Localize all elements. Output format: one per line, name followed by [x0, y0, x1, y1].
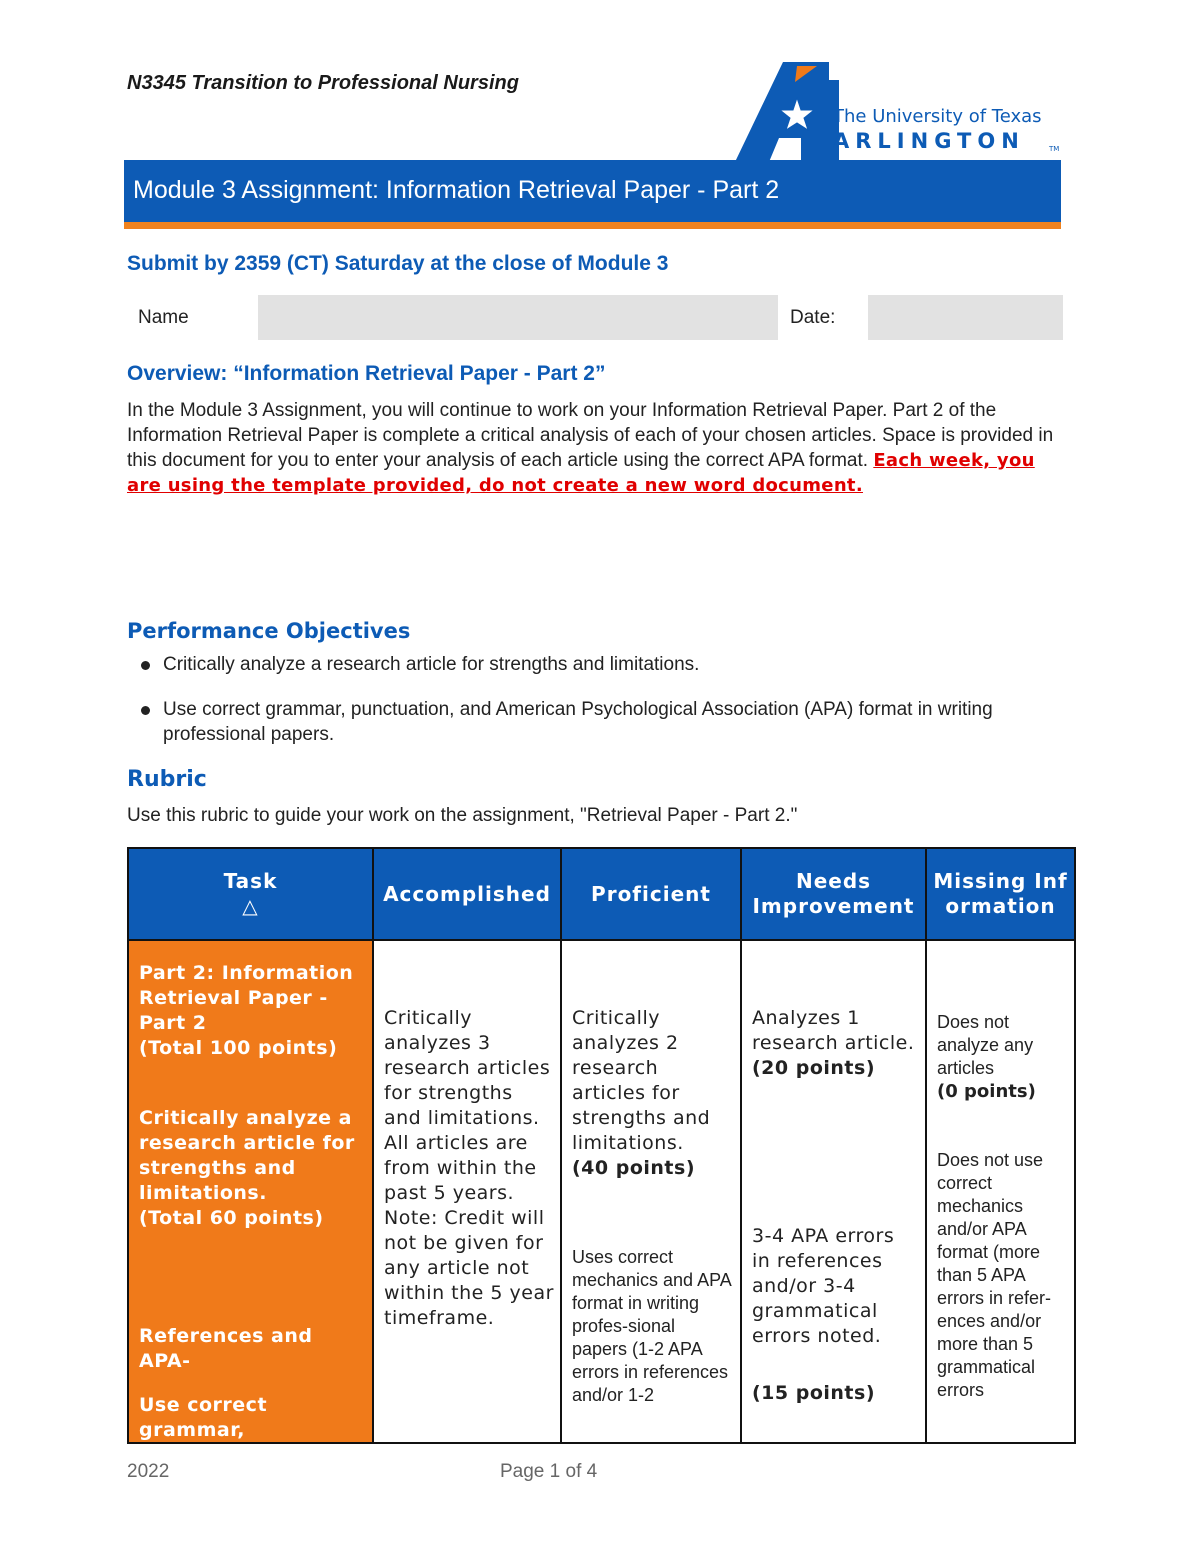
rubric-intro: Use this rubric to guide your work on the assignment, "Retrieval Paper - Part 2." — [127, 805, 798, 826]
missing-cell — [926, 940, 1075, 1443]
logo-line1: The University of Texas — [833, 106, 1042, 127]
overview-body-text: In the Module 3 Assignment, you will continue to work on your Information Retrieval Paper. Part 2 of the Information Retrieval Paper is complete a critical analysis of each of your chosen articles. Space is provided in this document for you to enter your analysis of each article using the correct APA format. — [127, 400, 1054, 471]
overview-paragraph — [127, 398, 1067, 498]
objective-item — [141, 697, 1061, 747]
rubric-heading: Rubric — [127, 767, 207, 792]
header-missing-information: Missing Information — [926, 848, 1075, 940]
university-logo — [735, 58, 1070, 168]
task-part-title: Part 2: Information Retrieval Paper - Part 2 — [139, 962, 354, 1034]
proficient-cell — [561, 940, 741, 1443]
header-needs-improvement: Needs Improvement — [741, 848, 926, 940]
task-cell — [128, 940, 373, 1443]
rubric-table — [127, 847, 1076, 1444]
missing-apa: Does not use correct mechanics and/or APA format (more than 5 APA errors in refer-ences and/or more than 5 grammatical errors — [937, 1150, 1052, 1400]
page-number: Page 1 of 4 — [500, 1461, 598, 1482]
objective-text: Use correct grammar, punctuation, and American Psychological Association (APA) format in writing professional papers. — [163, 699, 993, 745]
proficient-points1: (40 points) — [572, 1157, 696, 1179]
needs-points1: (20 points) — [752, 1057, 876, 1079]
header-proficient: Proficient — [561, 848, 741, 940]
banner-underline — [124, 222, 1061, 229]
footer-year: 2022 — [127, 1461, 170, 1482]
objectives-list — [141, 652, 1061, 767]
triangle-icon: △ — [242, 894, 259, 918]
name-label: Name — [138, 307, 189, 328]
course-title: N3345 Transition to Professional Nursing — [127, 72, 519, 94]
date-field[interactable] — [868, 295, 1063, 340]
proficient-apa: Uses correct mechanics and APA format in writing profes-sional papers (1-2 APA errors in references and/or 1-2 — [572, 1247, 731, 1405]
missing-text1: Does not analyze any articles — [937, 1012, 1034, 1078]
task-criterion1-text: Critically analyze a research article for strengths and limitations. — [139, 1107, 355, 1204]
needs-apa: 3-4 APA errors in references and/or 3-4 grammatical errors noted. — [752, 1225, 895, 1347]
table-row — [128, 940, 1075, 1443]
task-criterion-analysis — [139, 1106, 366, 1231]
template-warning: Each week, you are using the template provided, do not create a new word document. — [127, 450, 1035, 496]
accomplished-cell — [373, 940, 561, 1443]
header-task — [128, 848, 373, 940]
task-criterion-apa: References and APA- — [139, 1325, 313, 1372]
needs-points2: (15 points) — [752, 1382, 876, 1404]
logo-line2: ARLINGTON — [833, 129, 1025, 153]
submission-deadline: Submit by 2359 (CT) Saturday at the close of Module 3 — [127, 252, 669, 275]
bullet-icon — [141, 661, 150, 670]
task-criterion1-total: (Total 60 points) — [139, 1207, 324, 1229]
missing-analysis — [937, 1011, 1068, 1103]
overview-heading: Overview: “Information Retrieval Paper - Part 2” — [127, 362, 606, 385]
proficient-analysis — [572, 1006, 734, 1181]
missing-points1: (0 points) — [937, 1081, 1036, 1102]
objectives-heading: Performance Objectives — [127, 619, 411, 643]
header-task-label: Task — [223, 869, 278, 893]
page-title: Module 3 Assignment: Information Retrieval Paper - Part 2 — [133, 176, 780, 204]
task-part — [139, 961, 366, 1061]
objective-item — [141, 652, 1061, 677]
needs-text1: Analyzes 1 research article. — [752, 1007, 915, 1054]
task-part-total: (Total 100 points) — [139, 1037, 338, 1059]
needs-improvement-cell — [741, 940, 926, 1443]
proficient-text1: Critically analyzes 2 research articles for strengths and limitations. — [572, 1007, 711, 1154]
objective-text: Critically analyze a research article for strengths and limitations. — [163, 654, 700, 675]
task-criterion-apa-sub: Use correct grammar, — [139, 1394, 268, 1441]
accomplished-text: Critically analyzes 3 research articles for strengths and limitations. All articles are from within the past 5 years. Note: Credit will not be given for any article not within the 5 year timeframe. — [384, 1007, 554, 1329]
name-field[interactable] — [258, 295, 778, 340]
needs-analysis — [752, 1006, 919, 1081]
header-accomplished: Accomplished — [373, 848, 561, 940]
bullet-icon — [141, 706, 150, 715]
logo-tm: TM — [1049, 145, 1060, 153]
date-label: Date: — [790, 307, 836, 328]
